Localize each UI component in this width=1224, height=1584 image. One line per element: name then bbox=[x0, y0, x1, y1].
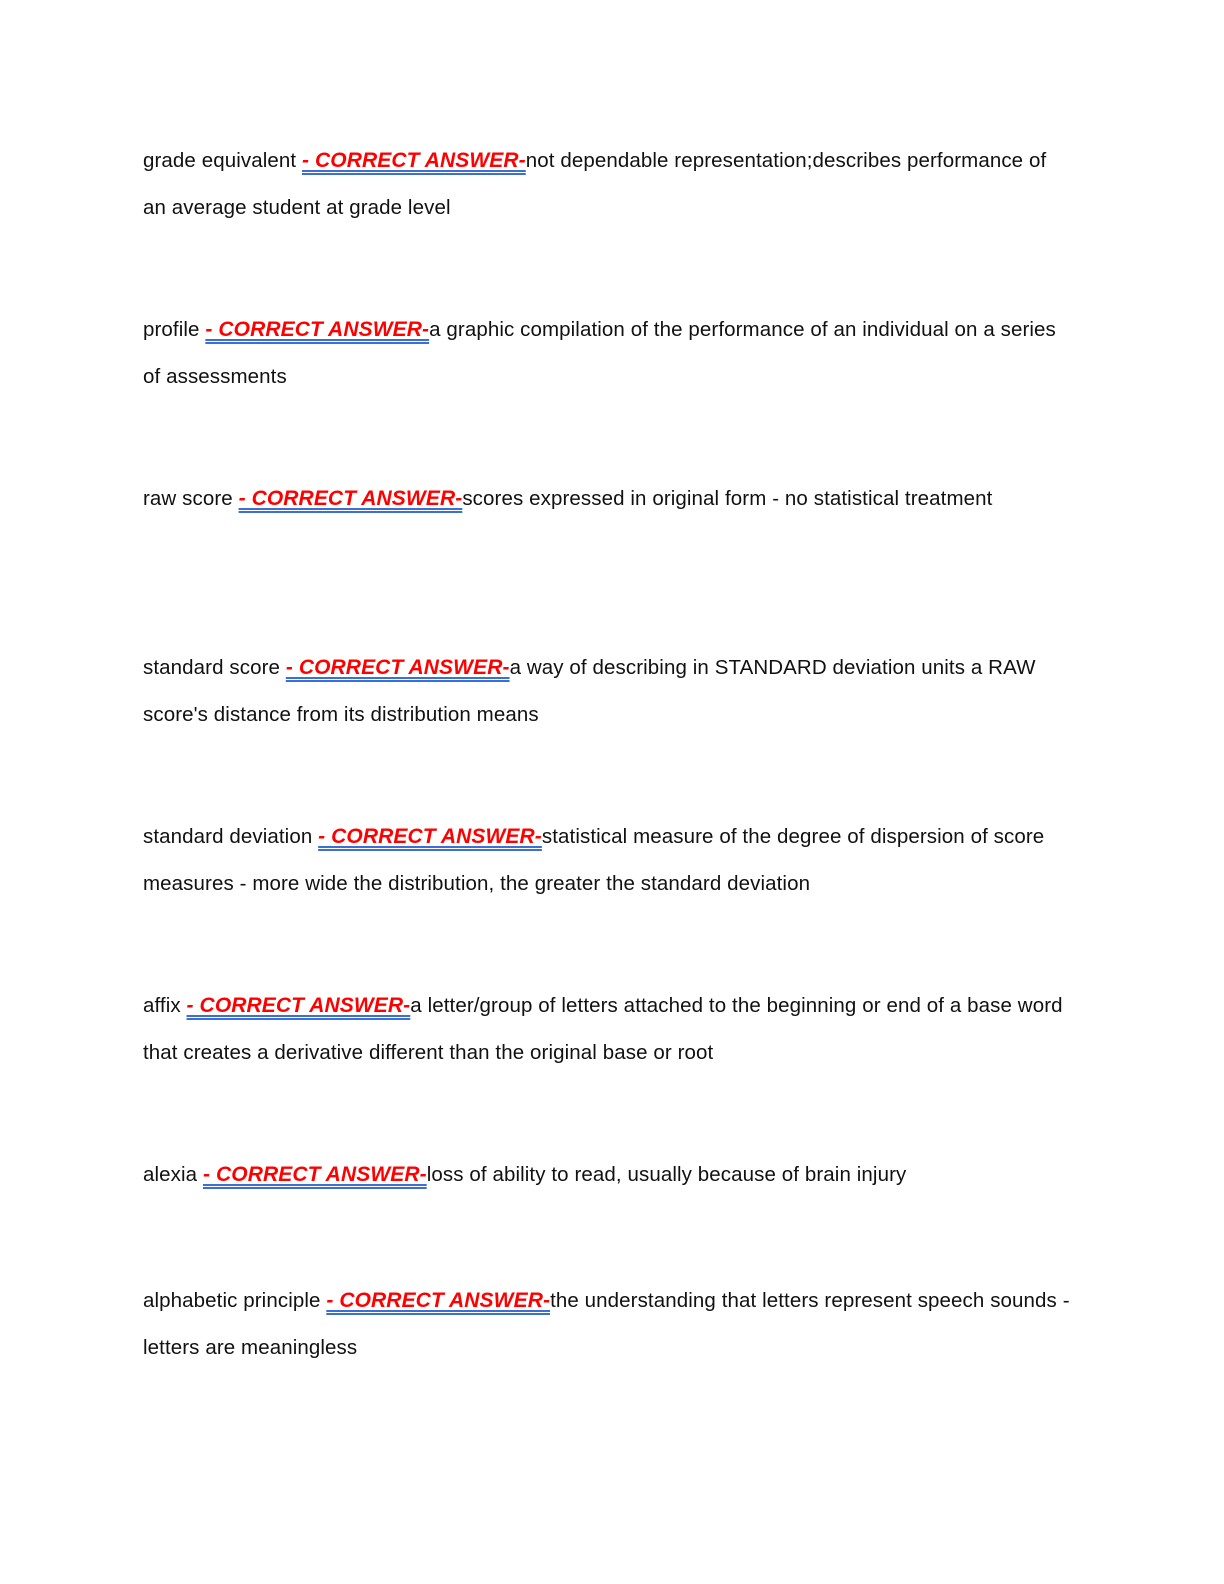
definition-text: the understanding that letters represent speech sounds - letters are meaningless bbox=[143, 1289, 1070, 1359]
correct-answer-marker: - CORRECT ANSWER- bbox=[285, 656, 510, 679]
definition-text: statistical measure of the degree of dispersion of score measures - more wide the distribution, the greater the standard deviation bbox=[143, 825, 1045, 895]
definition-entry bbox=[143, 813, 1073, 907]
definition-entry bbox=[143, 1151, 1073, 1198]
definition-entry bbox=[143, 644, 1073, 738]
correct-answer-marker: - CORRECT ANSWER- bbox=[318, 825, 542, 848]
term: standard deviation bbox=[143, 825, 313, 848]
definition-entry bbox=[143, 475, 1073, 522]
term: profile bbox=[143, 318, 200, 341]
definition-text: scores expressed in original form - no statistical treatment bbox=[462, 487, 993, 510]
definition-text: a letter/group of letters attached to the beginning or end of a base word that creates a derivative different than the original base or root bbox=[143, 994, 1063, 1064]
definition-text: loss of ability to read, usually because of brain injury bbox=[426, 1163, 907, 1186]
term: affix bbox=[143, 994, 181, 1017]
definition-entry bbox=[143, 982, 1073, 1076]
definition-text: a graphic compilation of the performance of an individual on a series of assessments bbox=[143, 318, 1056, 388]
correct-answer-marker: - CORRECT ANSWER- bbox=[326, 1289, 551, 1312]
definition-text: not dependable representation;describes performance of an average student at grade level bbox=[143, 149, 1047, 219]
term: standard score bbox=[143, 656, 281, 679]
correct-answer-marker: - CORRECT ANSWER- bbox=[202, 1163, 427, 1186]
correct-answer-marker: - CORRECT ANSWER- bbox=[205, 318, 430, 341]
definition-entry bbox=[143, 137, 1073, 231]
term: alphabetic principle bbox=[143, 1289, 321, 1312]
definition-entry bbox=[143, 306, 1073, 400]
definition-text: a way of describing in STANDARD deviation units a RAW score's distance from its distribution means bbox=[143, 656, 1036, 726]
term: alexia bbox=[143, 1163, 198, 1186]
term: raw score bbox=[143, 487, 233, 510]
definition-entry bbox=[143, 1277, 1073, 1371]
correct-answer-marker: - CORRECT ANSWER- bbox=[238, 487, 463, 510]
correct-answer-marker: - CORRECT ANSWER- bbox=[302, 149, 526, 172]
term: grade equivalent bbox=[143, 149, 297, 172]
correct-answer-marker: - CORRECT ANSWER- bbox=[186, 994, 411, 1017]
